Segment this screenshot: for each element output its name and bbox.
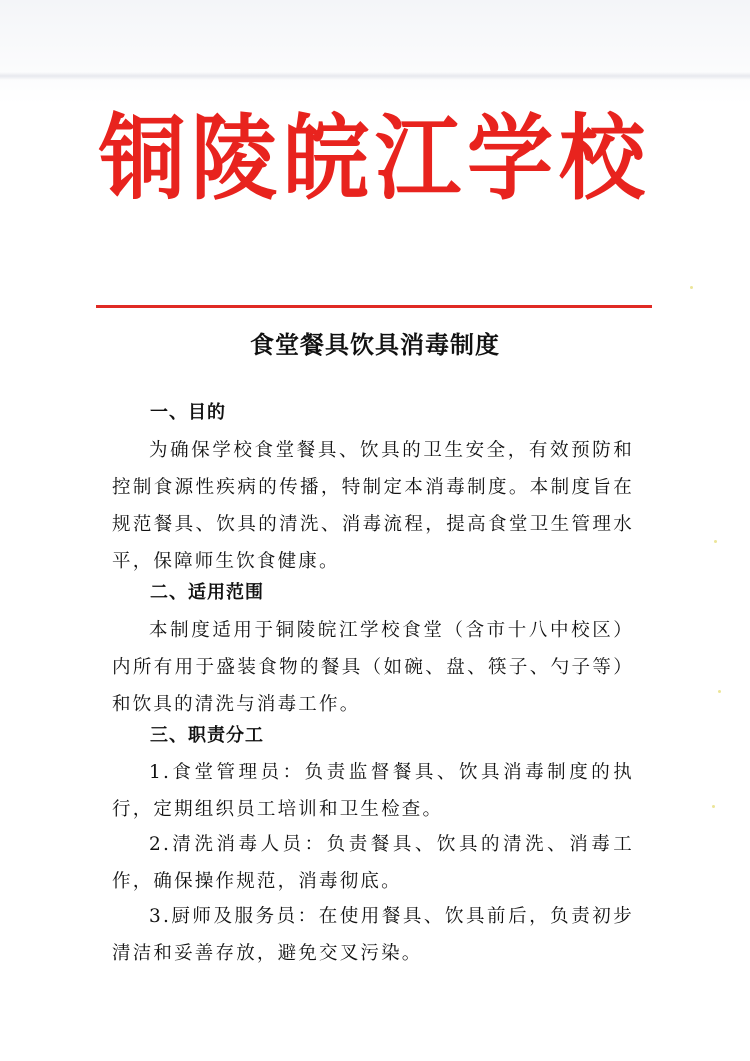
scan-speck xyxy=(718,690,721,693)
responsibility-item-cooks: 3.厨师及服务员：在使用餐具、饮具前后，负责初步清洁和妥善存放，避免交叉污染。 xyxy=(112,906,634,964)
document-title: 食堂餐具饮具消毒制度 xyxy=(250,330,500,359)
scan-fold-line xyxy=(0,72,750,80)
section-heading-scope: 二、适用范围 xyxy=(150,582,264,603)
responsibility-item-manager: 1.食堂管理员：负责监督餐具、饮具消毒制度的执行，定期组织员工培训和卫生检查。 xyxy=(112,762,634,820)
scan-speck xyxy=(714,540,717,543)
section-heading-responsibilities: 三、职责分工 xyxy=(150,725,264,746)
scan-top-shade xyxy=(0,0,750,105)
letterhead-title: 铜陵皖江学校 xyxy=(99,105,651,213)
section-paragraph-purpose: 为确保学校食堂餐具、饮具的卫生安全，有效预防和控制食源性疾病的传播，特制定本消毒制度。本制度旨在规范餐具、饮具的清洗、消毒流程，提高食堂卫生管理水平，保障师生饮食健康。 xyxy=(112,440,634,572)
letterhead-red-rule xyxy=(96,305,652,308)
scan-speck xyxy=(690,286,693,289)
scan-speck xyxy=(712,805,715,808)
responsibility-item-cleaners: 2.清洗消毒人员：负责餐具、饮具的清洗、消毒工作，确保操作规范，消毒彻底。 xyxy=(112,834,634,892)
section-paragraph-scope: 本制度适用于铜陵皖江学校食堂（含市十八中校区）内所有用于盛装食物的餐具（如碗、盘、筷子、勺子等）和饮具的清洗与消毒工作。 xyxy=(112,620,634,715)
section-heading-purpose: 一、目的 xyxy=(150,402,226,423)
